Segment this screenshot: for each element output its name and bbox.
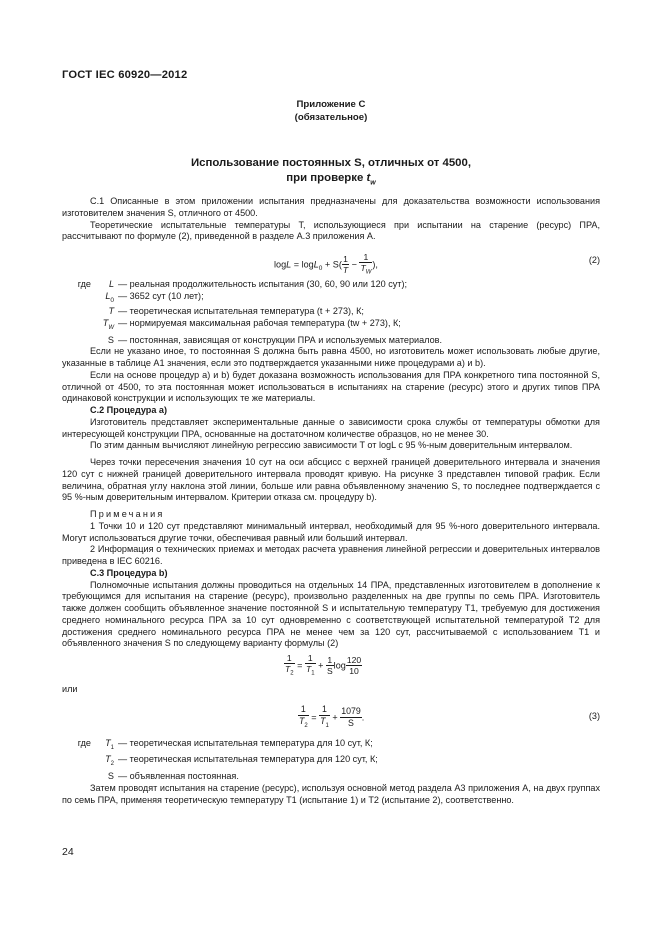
paragraph-c3-1: Полномочные испытания должны проводиться на отдельных 14 ПРА, представленных изготовителем в дополнение к требующимся для испытания на старение (ресурс), произвольно разделенных на две группы по семь ПРА. Изготовитель также должен сообщить объявленное значение постоянной S и испытательную температуру T1, требуемую для достижения среднего номинального ресурса ПРА за 10 сут одновременно с соответствующей испытательной температурой T2 для достижения среднего номинального ресурса ПРА не менее чем за 120 сут, рассчитываемой с использованием T1 и объявленного значения S по следующему варианту формулы (2)	[62, 579, 600, 649]
formula-2-expression: logL = logL$_0$ + S( $\frac{1}{T}$ − $\frac{1}{T_W}$ ),	[274, 252, 378, 276]
formula-2-variant	[62, 650, 600, 684]
section-heading	[62, 156, 600, 190]
paragraph-c1-4: Если на основе процедур а) и b) будет доказана возможность использования для ПРА конкретного типа постоянной S, отличной от 4500, то эта постоянная может использоваться в испытаниях на старение (ресурс) этого и других типов ПРА одинаковой конструкции и использующих те же материалы.	[62, 369, 600, 404]
note-1: 1 Точки 10 и 120 сут представляют минимальный интервал, необходимый для 95 %-ного доверительного интервала. Могут использоваться другие точки, обеспечивая равный или больший интервал.	[62, 520, 600, 543]
notes-heading: Примечания	[90, 509, 165, 520]
paragraph-c2-2: По этим данным вычисляют линейную регрессию зависимости T от logL с 95 %-ным доверительным интервалом.	[90, 440, 573, 451]
formula-2	[62, 245, 600, 279]
subsection-title-c2: С.2 Процедура а)	[90, 405, 168, 416]
heading-line-1: Использование постоянных S, отличных от 4500,	[190, 157, 472, 169]
formula-3	[62, 698, 600, 738]
definitions-formula-3: где $T_1$ — теоретическая испытательная температура для 10 сут, К; $T_2$ — теоретическая испытательная температура для 120 сут, К; S — объявленная постоянная.	[77, 737, 378, 781]
paragraph-c2-1: Изготовитель представляет экспериментальные данные о зависимости срока службы от температуры обмотки для интересующей конструкции ПРА, основанные на достаточном количестве образцов, но не менее 30.	[62, 416, 600, 439]
formula-2-variant-expression: $\frac{1}{T_2}$ = $\frac{1}{T_1}$ + $\frac{1}{S}$ log $\frac{120}{10}$	[285, 653, 362, 677]
formula-3-expression: $\frac{1}{T_2}$ = $\frac{1}{T_1}$ + $\frac{1079}{S}$ .	[299, 703, 365, 729]
document-body	[62, 196, 600, 806]
annex-status: (обязательное)	[294, 112, 368, 123]
paragraph-c1-2: Теоретические испытательные температуры T, использующиеся при испытании на старение (ресурс) ПРА, рассчитывают по формуле (2), приведенной в разделе А.3 приложения А.	[62, 219, 600, 242]
formula-2-number: (2)	[588, 255, 600, 265]
paragraph-c1-1: С.1 Описанные в этом приложении испытания предназначены для доказательства возможности использования изготовителем значения S, отличного от 4500.	[62, 196, 600, 218]
formula-3-number: (3)	[588, 710, 600, 721]
note-2: 2 Информация о технических приемах и методах расчета уравнения линейной регрессии и доверительных интервалов приведена в IEC 60216.	[62, 544, 600, 567]
subsection-title-c3: С.3 Процедура b)	[90, 567, 168, 578]
paragraph-c2-3: Через точки пересечения значения 10 сут на оси абсцисс с верхней границей доверительного интервала и значения 120 сут с нижней границей доверительного интервала проводят кривую. На рисунке 3 представлен типовой график. Если величина, обратная углу наклона этой линии, больше или равна объявленному значению S, то последнее подтверждается с 95 %-ным доверительным интервалом. Критерии отказа см. процедуру b).	[62, 457, 600, 503]
paragraph-c3-final: Затем проводят испытания на старение (ресурс), используя основной метод раздела А3 приложения А, на двух группах по семь ПРА, применяя теоретическую температуру T1 (испытание 1) и T2 (испытание 2), соответственно.	[62, 782, 600, 805]
page-number: 24	[62, 846, 74, 858]
heading-line-2: при проверке $t_w$	[286, 172, 376, 187]
document-code: ГОСТ IEC 60920—2012	[62, 69, 188, 81]
annex-title: Приложение С	[296, 99, 366, 110]
document-page	[62, 0, 600, 935]
word-or: или	[62, 684, 78, 695]
definitions-formula-2: где L — реальная продолжительность испытания (30, 60, 90 или 120 сут); $L_0$ — 3652 сут (10 лет); T — теоретическая испытательная температура (t + 273), К; $T_W$ — нормируемая максимальная рабочая температура (tw + 273), К; S — постоянная, зависящая от конструкции ПРА и используемых материалов.	[77, 279, 442, 345]
paragraph-c1-3: Если не указано иное, то постоянная S должна быть равна 4500, но изготовитель может использовать любые другие, указанные в таблице А1 значения, если это подтверждается указанными ниже процедурами а) и b).	[62, 346, 600, 369]
